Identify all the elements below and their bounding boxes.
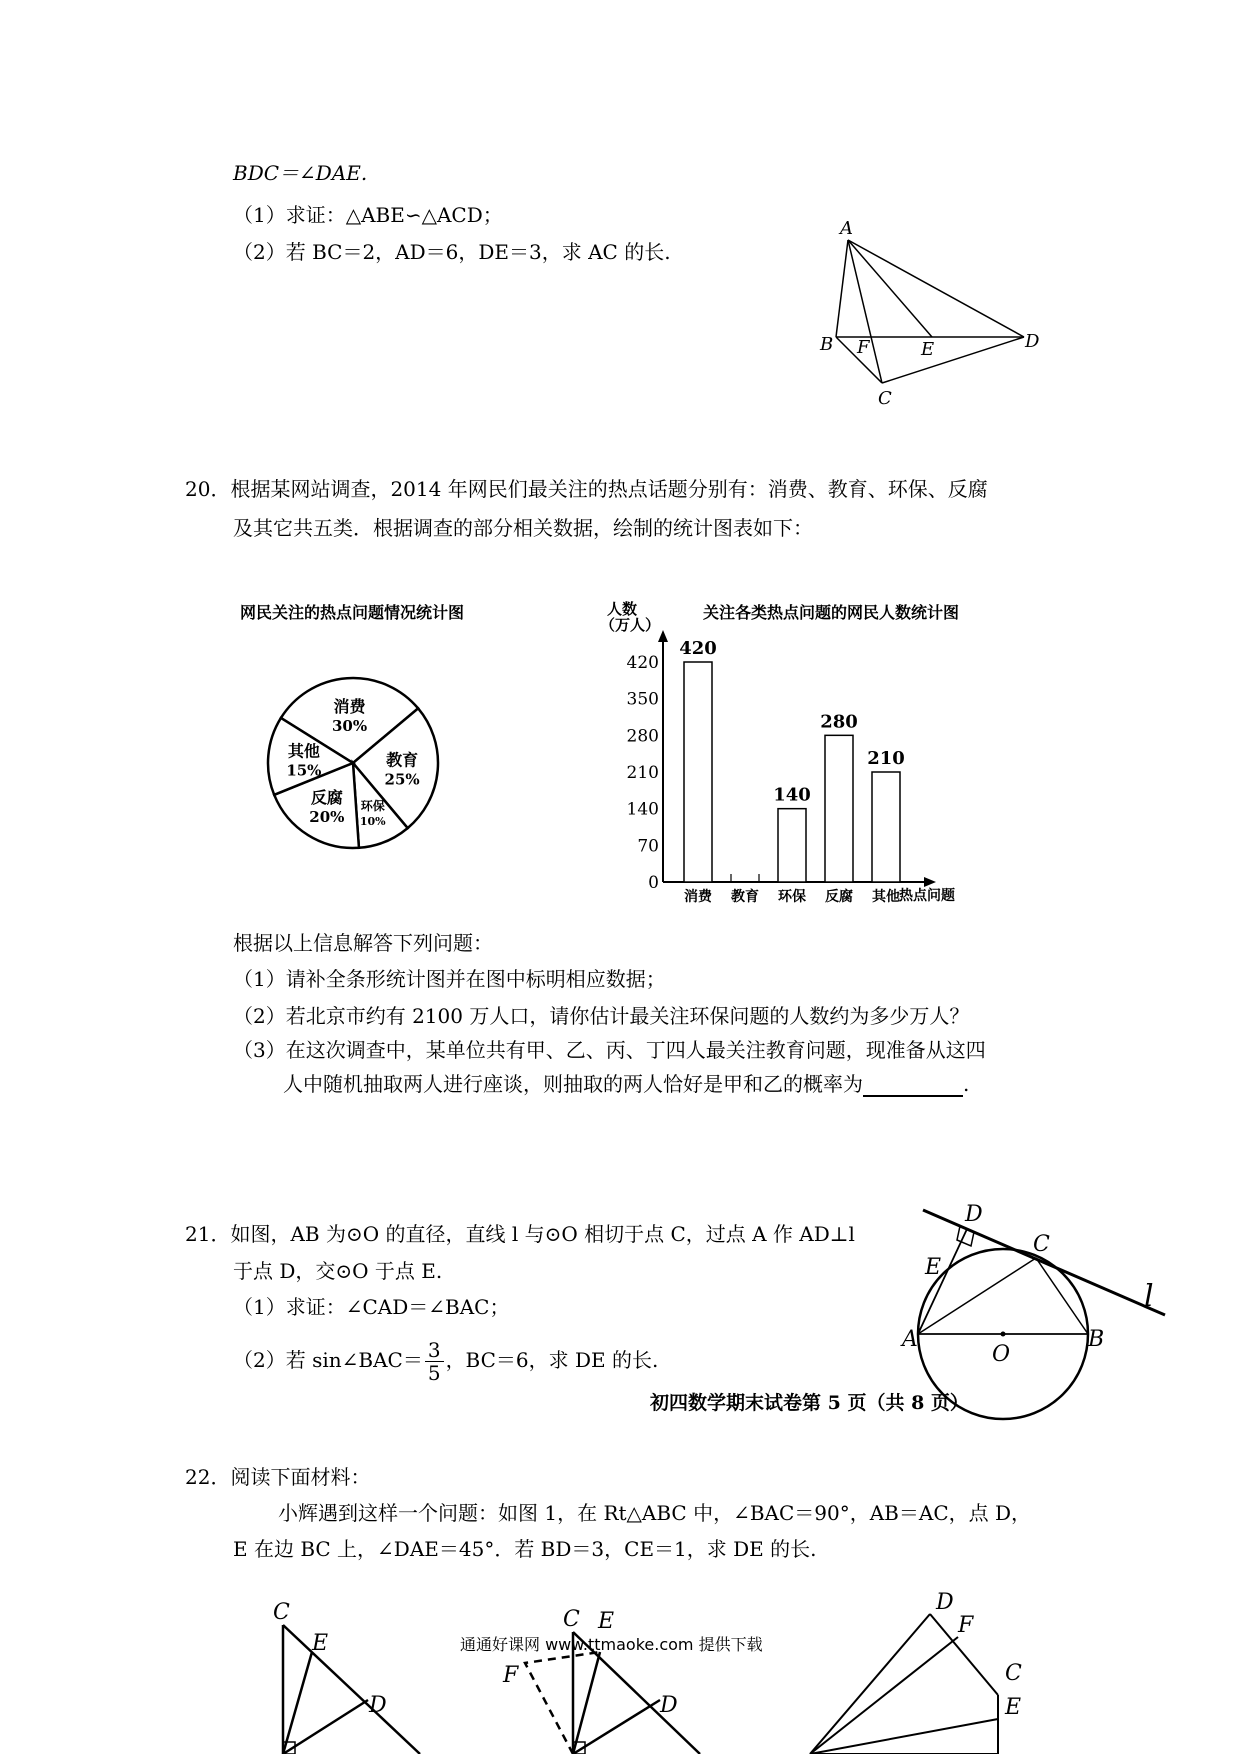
q21-part1: （1）求证：∠CAD＝∠BAC；: [233, 1295, 510, 1319]
pie-pct-3: 10%: [359, 814, 386, 828]
y-tick-label: 70: [637, 836, 659, 857]
pie-label-2: 教育: [386, 750, 419, 770]
fig1-label-C: C: [273, 1600, 290, 1625]
fig2-label-C: C: [563, 1607, 580, 1632]
pie-label-5: 其他: [287, 741, 320, 761]
y-tick-label: 420: [626, 653, 659, 673]
fig3-label-D: D: [936, 1590, 954, 1615]
bar-ylabel-line2: （万人）: [600, 616, 661, 634]
q20-after: 根据以上信息解答下列问题：: [233, 931, 493, 955]
x-category-label-5: 其他: [872, 889, 900, 905]
fig2-label-F: F: [503, 1663, 519, 1688]
q22-line2: 小辉遇到这样一个问题：如图 1，在 Rt△ABC 中，∠BAC＝90°，AB＝AC，点 D，: [278, 1501, 1032, 1525]
pie-pct-4: 20%: [309, 807, 345, 826]
y-tick-label: 140: [626, 799, 659, 820]
frac-denominator: 5: [427, 1361, 441, 1385]
pie-label-4: 反腐: [310, 787, 343, 807]
pie-pct-5: 15%: [286, 761, 322, 780]
q20-part3-text: 人中随机抽取两人进行座谈，则抽取的两人恰好是甲和乙的概率为: [283, 1072, 863, 1096]
bar-value-label-5: 210: [867, 748, 905, 769]
q20-part3-end: .: [963, 1072, 970, 1096]
q19-part2: （2）若 BC＝2，AD＝6，DE＝3，求 AC 的长.: [233, 240, 671, 264]
q20-part3-line1: （3）在这次调查中，某单位共有甲、乙、丙、丁四人最关注教育问题，现准备从这四: [233, 1038, 986, 1062]
q21-label-D: D: [965, 1202, 983, 1227]
q20-line2: 及其它共五类．根据调查的部分相关数据，绘制的统计图表如下：: [233, 516, 813, 540]
pie-title: 网民关注的热点问题情况统计图: [240, 603, 465, 622]
y-tick-label: 280: [626, 726, 659, 747]
page-footer: 初四数学期末试卷第 5 页（共 8 页）: [650, 1392, 969, 1414]
q21-line2: 于点 D，交⊙O 于点 E.: [233, 1259, 443, 1283]
q22-line1: 22．阅读下面材料：: [185, 1465, 371, 1489]
watermark: 通通好课网 www.ttmaoke.com 提供下载: [460, 1635, 763, 1654]
q21-label-l: l: [1144, 1279, 1154, 1314]
fig2-label-D: D: [660, 1693, 678, 1718]
q21-part2-a: （2）若 sin∠BAC＝: [233, 1348, 423, 1372]
fig3-label-E: E: [1005, 1695, 1022, 1720]
q20-part1: （1）请补全条形统计图并在图中标明相应数据；: [233, 967, 666, 991]
q21-part2-b: ，BC＝6，求 DE 的长.: [445, 1348, 659, 1372]
fig3-label-C: C: [1005, 1661, 1022, 1686]
bar-title: 关注各类热点问题的网民人数统计图: [703, 603, 960, 622]
q19-label-F: F: [857, 337, 870, 358]
q19-part1: （1）求证：△ABE∽△ACD；: [233, 203, 503, 227]
bar-ylabel-line1: 人数: [607, 600, 638, 618]
q21-label-O: O: [992, 1342, 1011, 1367]
q21-line1: 21．如图，AB 为⊙O 的直径，直线 l 与⊙O 相切于点 C，过点 A 作 AD⊥l: [185, 1222, 855, 1246]
y-tick-label: 0: [648, 873, 659, 893]
pie-pct-2: 25%: [384, 770, 420, 789]
q19-label-C: C: [878, 388, 892, 409]
q21-label-C: C: [1033, 1232, 1050, 1257]
pie-pct-1: 30%: [331, 716, 368, 735]
q22-line3: E 在边 BC 上，∠DAE＝45°．若 BD＝3，CE＝1，求 DE 的长.: [233, 1537, 817, 1561]
y-tick-label: 210: [626, 763, 659, 783]
q19-label-A: A: [840, 218, 853, 239]
x-category-label-1: 消费: [684, 889, 712, 905]
q21-label-B: B: [1088, 1327, 1105, 1352]
q19-label-D: D: [1025, 331, 1040, 352]
y-tick-label: 350: [626, 689, 659, 710]
x-category-label-3: 环保: [778, 889, 806, 905]
pie-label-1: 消费: [333, 696, 366, 716]
fig3-label-F: F: [958, 1613, 974, 1638]
fig1-label-E: E: [312, 1631, 329, 1656]
pie-label-3: 环保: [360, 798, 385, 813]
bar-value-label-1: 420: [679, 638, 717, 659]
bar-value-label-4: 280: [820, 711, 858, 733]
bar-xlabel: 热点问题: [899, 888, 955, 904]
x-category-label-2: 教育: [731, 889, 759, 905]
q22-fig1: [283, 1625, 420, 1754]
x-category-label-4: 反腐: [825, 889, 853, 905]
q19-label-B: B: [820, 334, 834, 355]
frac-numerator: 3: [425, 1339, 444, 1362]
q21-label-E: E: [925, 1255, 942, 1280]
q19-line0: BDC＝∠DAE.: [233, 161, 368, 185]
bar-value-label-3: 140: [773, 784, 811, 806]
fig1-label-D: D: [369, 1693, 387, 1718]
fig2-label-E: E: [598, 1609, 615, 1634]
q19-label-E: E: [921, 339, 935, 360]
q20-part2: （2）若北京市约有 2100 万人口，请你估计最关注环保问题的人数约为多少万人？: [233, 1004, 970, 1028]
q21-label-A: A: [902, 1327, 918, 1352]
q20-line1: 20．根据某网站调查，2014 年网民们最关注的热点话题分别有：消费、教育、环保、反腐: [185, 477, 988, 501]
